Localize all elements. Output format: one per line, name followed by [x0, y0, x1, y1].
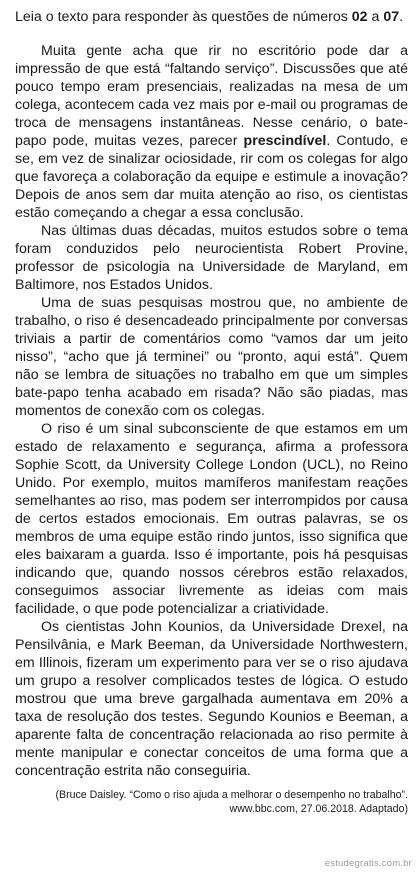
instruction-end: .	[399, 9, 404, 25]
source-citation	[15, 788, 408, 816]
paragraph-2: Nas últimas duas décadas, muitos estudos sobre o tema foram conduzidos pelo neurocientista Robert Provine, professor de psicologia na Universidade de Maryland, em Baltimore, nos Estados Unidos.	[15, 223, 408, 293]
paragraph-5: Os cientistas John Kounios, da Universidade Drexel, na Pensilvânia, e Mark Beeman, da Universidade Northwestern, em Illinois, fizeram um experimento para ver se o riso ajudava um grupo a resolver complicados testes de lógica. O estudo mostrou que uma breve gargalhada aumentava em 20% a taxa de resolução dos testes. Segundo Kounios e Beeman, a aparente falta de concentração relacionada ao riso permite à mente manipular e conectar conceitos de uma forma que a concentração estrita não conseguiria.	[15, 619, 408, 779]
source-line-1: (Bruce Daisley. “Como o riso ajuda a melhorar o desempenho no trabalho”.	[55, 789, 408, 801]
watermark: estudegratis.com.br	[324, 858, 412, 869]
instruction-text: Leia o texto para responder às questões de números	[15, 9, 352, 25]
paragraph-1-after: . Contudo, e se, em vez de sinalizar ociosidade, rir com os colegas for algo que favoreça a colaboração da equipe e estimule a inovação? Depois de anos sem dar muita atenção ao riso, os cientistas estão começando a chegar a essa conclusão.	[15, 133, 408, 221]
instruction-mid: a	[367, 9, 384, 25]
paragraph-1-before: Muita gente acha que rir no escritório pode dar a impressão de que está “faltando serviço”. Discussões que até pouco tempo eram presenciais, realizadas na mesa de um colega, acontecem cada vez mais por e-mail ou programas de troca de mensagens instantâneas. Nesse cenário, o bate-papo pode, muitas vezes, parecer	[15, 43, 408, 149]
paragraph-4: O riso é um sinal subconsciente de que estamos em um estado de relaxamento e segurança, afirma a professora Sophie Scott, da University College London (UCL), no Reino Unido. Por exemplo, muitos mamíferos manifestam reações semelhantes ao riso, mas podem ser interrompidos por causa de certos estados emocionais. Em outras palavras, se os membros de uma equipe estão rindo juntos, isso significa que eles baixaram a guarda. Isso é importante, pois há pesquisas indicando que, quando nossos cérebros estão relaxados, conseguimos associar livremente as ideias com mais facilidade, o que pode potencializar a criatividade.	[15, 421, 408, 617]
question-number-start: 02	[351, 9, 368, 25]
instruction	[15, 8, 408, 26]
paragraph-3: Uma de suas pesquisas mostrou que, no ambiente de trabalho, o riso é desencadeado principalmente por conversas triviais a partir de comentários como “vamos dar um jeito nisso”, “acho que já terminei” ou “pronto, aqui está”. Quem não se lembra de situações no trabalho em que um simples bate-papo tenha acabado em risada? Não são piadas, mas momentos de conexão com os colegas.	[15, 295, 408, 419]
source-line-2: www.bbc.com, 27.06.2018. Adaptado)	[229, 803, 408, 815]
paragraph-1	[15, 42, 408, 222]
highlighted-word: prescindível	[243, 133, 327, 149]
question-number-end: 07	[383, 9, 400, 25]
